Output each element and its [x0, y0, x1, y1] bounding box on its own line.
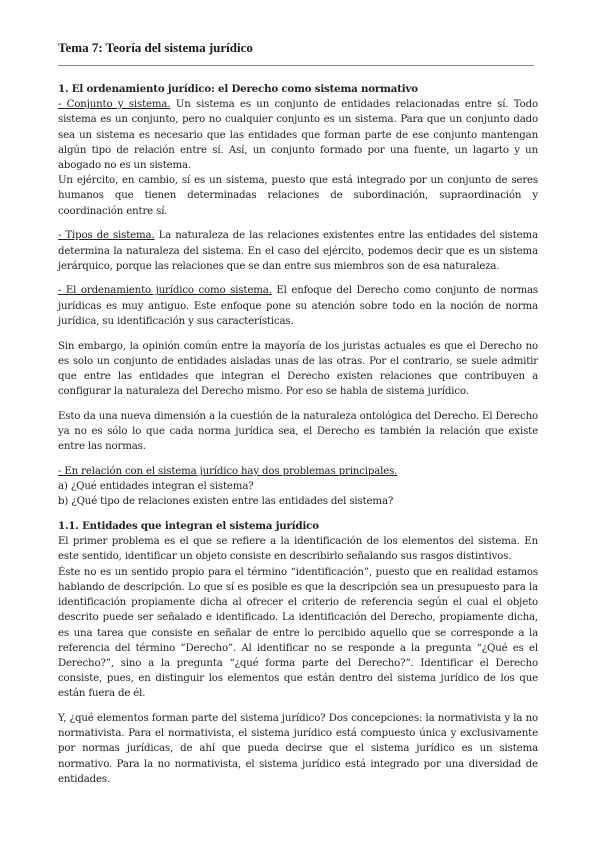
- paragraph-opinion-comun: Sin embargo, la opinión común entre la mayoría de los juristas actuales es que el Derecho no es solo un conjunto de entidades aisladas unas de las otras. Por el contrario, se suele admitir que entre las entidades que integran el Derecho existen relaciones que contribuyen a configurar la naturaleza del Derecho mismo. Por eso se habla de sistema jurídico.: [58, 340, 538, 398]
- paragraph-lead: - Tipos de sistema.: [58, 230, 155, 242]
- problems-lead: - En relación con el sistema jurídico hay dos problemas principales.: [58, 465, 398, 477]
- problem-item-b: b) ¿Qué tipo de relaciones existen entre las entidades del sistema?: [58, 496, 394, 508]
- paragraph-primer-problema: El primer problema es el que se refiere a la identificación de los elementos del sistema. En este sentido, identificar un objeto consiste en describirlo señalando sus rasgos distintivos.: [58, 536, 538, 563]
- section-heading: 1. El ordenamiento jurídico: el Derecho como sistema normativo: [58, 83, 418, 95]
- problems-list: [58, 464, 538, 510]
- paragraph-lead: - El ordenamiento jurídico como sistema.: [58, 285, 272, 297]
- paragraph-concepciones: Y, ¿qué elementos forman parte del sistema jurídico? Dos concepciones: la normativista y la no normativista. Para el normativista, el sistema jurídico está compuesto única y exclusivamente por normas jurídicas, de ahí que pueda decirse que el sistema jurídico es un sistema normativo. Para la no normativista, el sistema jurídico está integrado por una diversidad de entidades.: [58, 713, 538, 785]
- paragraph-lead: - Conjunto y sistema.: [58, 99, 171, 111]
- paragraph-ordenamiento: [58, 283, 538, 329]
- paragraph-text: El enfoque del Derecho como conjunto de normas jurídicas es muy antiguo. Este enfoque pone su atención sobre todo en la noción de norma jurídica, su identificación y sus características.: [58, 285, 538, 327]
- paragraph-text: Un sistema es un conjunto de entidades relacionadas entre sí. Todo sistema es un conjunto, pero no cualquier conjunto es un sistema. Para que un conjunto dado sea un sistema es necesario que las entidades que forman parte de ese conjunto mantengan algún tipo de relación entre sí. Así, un conjunto formado por una fuente, un lagarto y un abogado no es un sistema.: [58, 99, 538, 172]
- paragraph-nueva-dimension: Esto da una nueva dimensión a la cuestión de la naturaleza ontológica del Derecho. El Derecho ya no es sólo lo que cada norma jurídica sea, el Derecho es también la relación que existe entre las normas.: [58, 410, 538, 453]
- document-body: [58, 82, 538, 797]
- header-divider: [58, 65, 534, 66]
- paragraph-ejercito: Un ejército, en cambio, sí es un sistema, puesto que está integrado por un conjunto de seres humanos que tienen determinadas relaciones de subordinación, supraordinación y coordinación entre sí.: [58, 175, 538, 217]
- subsection-heading: 1.1. Entidades que integran el sistema jurídico: [58, 520, 319, 533]
- page-header: Tema 7: Teoría del sistema jurídico: [58, 40, 253, 55]
- problem-item-a: a) ¿Qué entidades integran el sistema?: [58, 481, 254, 493]
- paragraph-identificacion: Éste no es un sentido propio para el término “identificación”, puesto que en realidad estamos hablando de descripción. Lo que sí es posible es que la descripción sea un presupuesto para la identificación propiamente dicha al ofrecer el criterio de referencia según el cual el objeto descrito puede ser señalado e identificado. La identificación del Derecho, propiamente dicha, es una tarea que consiste en señalar de entre lo percibido aquello que se corresponde a la referencia del término “Derecho”. Al identificar no se responde a la pregunta “¿Qué es el Derecho?”, sino a la pregunta “¿qué forma parte del Derecho?”. Identificar el Derecho consiste, pues, en distinguir los elementos que están dentro del sistema jurídico de los que están fuera de él.: [58, 566, 538, 700]
- paragraph-tipos-sistema: [58, 228, 538, 274]
- paragraph-conjunto-sistema: [58, 97, 538, 173]
- paragraph-text: La naturaleza de las relaciones existentes entre las entidades del sistema determina la naturaleza del sistema. En el caso del ejército, podemos decir que es un sistema jerárquico, porque las relaciones que se dan entre sus miembros son de esa naturaleza.: [58, 230, 538, 272]
